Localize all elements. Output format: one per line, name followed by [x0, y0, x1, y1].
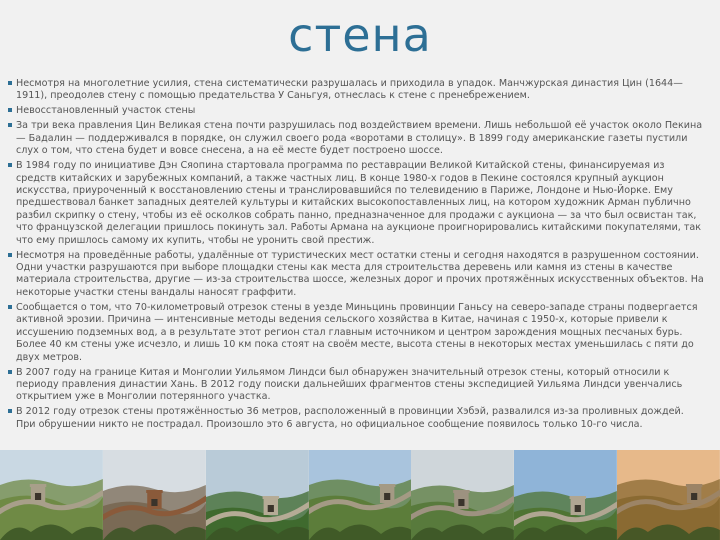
photo-wall-forest-hills	[206, 450, 309, 540]
body-text	[16, 78, 706, 434]
paragraph-5: Несмотря на проведённые работы, удалённые от туристических мест остатки стены и сегодня находятся в разрушенном состоянии. Одни участки разрушаются при выборе площадки стены как места для строительства деревень или камня из стены в качестве материала строительства, другие — из-за строительства шоссе, железных дорог и прочих протяжённых искусственных объектов. На некоторые участки стены вандалы наносят граффити.	[16, 250, 706, 300]
photo-watchtower-pagoda	[103, 450, 206, 540]
paragraph-1: Несмотря на многолетние усилия, стена систематически разрушалась и приходила в упадок. Манчжурская династия Цин (1644—1911), преодолев стену с помощью предательства У Саньгуя, отнеслась к стене с пренебрежением.	[16, 78, 706, 103]
photo-strip	[0, 450, 720, 540]
paragraph-6: Сообщается о том, что 70-километровый отрезок стены в уезде Миньцинь провинции Ганьсу на северо-западе страны подвергается активной эрозии. Причина — интенсивные методы ведения сельского хозяйства в Китае, начиная с 1950-х, которые привели к иссушению подземных вод, а в результате этот регион стал главным источником и центром зарождения мощных песчаных бурь. Более 40 км стены уже исчезло, и лишь 10 км пока стоят на своём месте, высота стены в некоторых местах уменьшилась с пяти до двух метров.	[16, 302, 706, 364]
photo-wall-autumn-sunset	[617, 450, 720, 540]
paragraph-8: В 2012 году отрезок стены протяжённостью 36 метров, расположенный в провинции Хэбэй, развалился из-за проливных дождей. При обрушении никто не пострадал. Произошло это 6 августа, но официальное сообщение появилось только 10-го числа.	[16, 406, 706, 431]
paragraph-7: В 2007 году на границе Китая и Монголии Уильямом Линдси был обнаружен значительный отрезок стены, который относили к периоду правления династии Хань. В 2012 году поиски дальнейших фрагментов стены экспедицией Уильяма Линдси увенчались открытием уже в Монголии потерянного участка.	[16, 367, 706, 404]
photo-wall-mountain-ridge	[411, 450, 514, 540]
paragraph-4: В 1984 году по инициативе Дэн Сяопина стартовала программа по реставрации Великой Китайской стены, финансируемая из средств китайских и зарубежных компаний, а также частных лиц. В конце 1980-х годов в Пекине состоялся крупный аукцион искусства, приуроченный к восстановлению стены и транслировавшийся по телевидению в Париже, Лондоне и Нью-Йорке. Ему предшествовал банкет западных деятелей культуры и китайских высокопоставленных лиц, на котором художник Арман публично разбил скрипку о стену, чтобы из её осколков собрать панно, предназначенное для продажи с аукциона — за что был освистан так, что французской делегации пришлось покинуть зал. Работы Армана на аукционе проигнорировались китайскими покупателями, так что ему пришлось самому их купить, чтобы не уронить свой престиж.	[16, 160, 706, 247]
photo-wall-tower-sky	[514, 450, 617, 540]
photo-wall-tower-close	[309, 450, 412, 540]
paragraph-3: За три века правления Цин Великая стена почти разрушилась под воздействием времени. Лишь небольшой её участок около Пекина — Бадалин — поддерживался в порядке, он служил своего рода «воротами в столицу». В 1899 году американские газеты пустили слух о том, что стена будет и вовсе снесена, а на её месте будет построено шоссе.	[16, 120, 706, 157]
photo-wall-winding-green	[0, 450, 103, 540]
paragraph-2: Невосстановленный участок стены	[16, 105, 706, 117]
slide-title: стена	[288, 8, 432, 62]
